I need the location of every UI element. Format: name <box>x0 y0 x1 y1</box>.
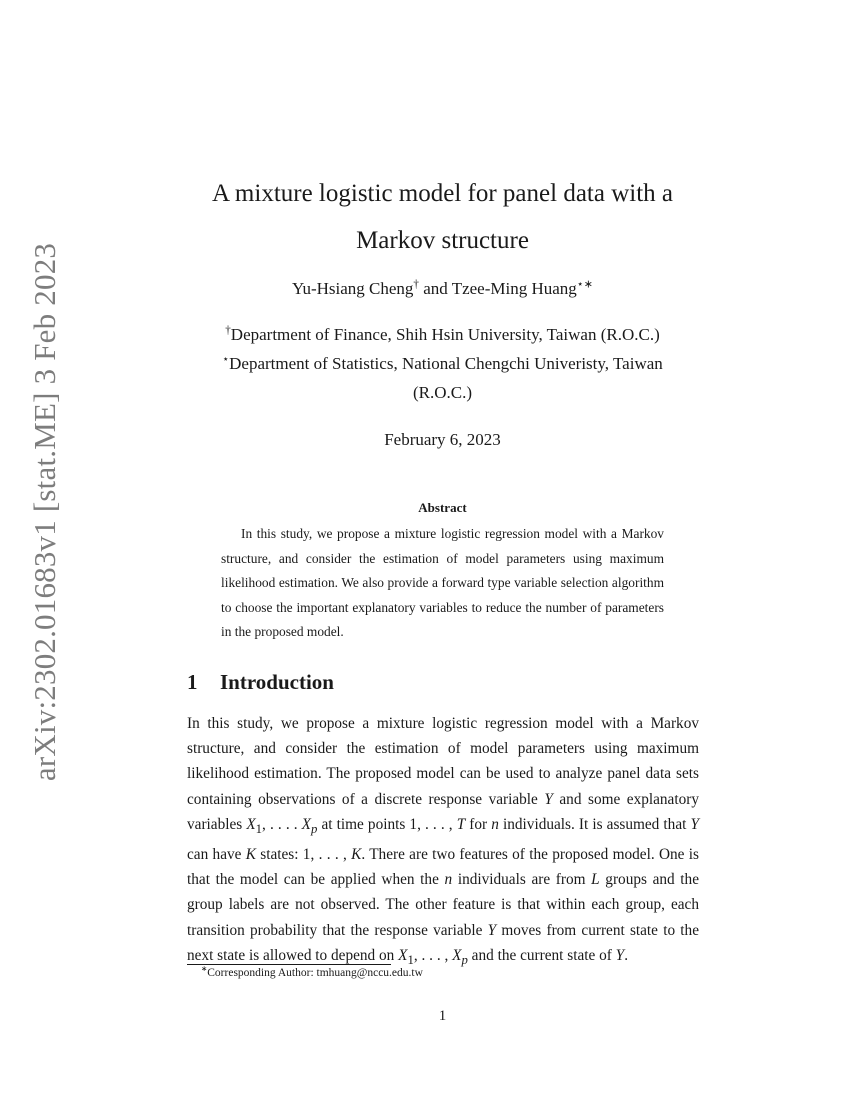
affiliations <box>200 320 685 407</box>
intro-text: can have <box>187 846 246 864</box>
intro-text: moves from current state to the next state is allowed to depend on <box>187 921 699 964</box>
intro-text: . There are two features of the proposed model. One is that the model can be applied when the <box>187 846 699 889</box>
math-var: Y <box>615 946 625 964</box>
affiliation-1-text: Department of Finance, Shih Hsin University, Taiwan (R.O.C.) <box>230 325 660 344</box>
author-2-mark: ⋆∗ <box>576 278 593 291</box>
math-var: L <box>591 871 600 889</box>
math-var: Y <box>544 790 553 808</box>
intro-text: . <box>624 946 629 964</box>
footnote-text: Corresponding Author: tmhuang@nccu.edu.tw <box>207 967 423 979</box>
intro-text: states: 1, . . . , <box>255 846 352 864</box>
math-subscript: 1 <box>255 821 263 836</box>
math-subscript: p <box>461 952 468 967</box>
math-var: n <box>444 871 453 889</box>
footnote-divider <box>187 964 391 965</box>
section-title: Introduction <box>220 670 334 694</box>
intro-text: groups and the group labels are not observed. The other feature is that within each group, each transition probability that the response variable <box>187 871 699 939</box>
math-var: X <box>246 815 256 833</box>
intro-text: and the current state of <box>467 946 616 964</box>
footnote-mark: ∗ <box>201 964 208 974</box>
math-var: X <box>452 946 462 964</box>
arxiv-identifier-stamp: arXiv:2302.01683v1 [stat.ME] 3 Feb 2023 <box>27 242 62 782</box>
author-conjunction: and <box>418 279 452 298</box>
author-1-name: Yu-Hsiang Cheng <box>292 279 414 298</box>
affiliation-1 <box>200 320 685 349</box>
math-var: K <box>351 846 362 864</box>
author-2-name: Tzee-Ming Huang <box>451 279 577 298</box>
abstract-text: In this study, we propose a mixture logistic regression model with a Markov structure, and consider the estimation of model parameters using maximum likelihood estimation. We also provide a forward type variable selection algorithm to choose the important explanatory variables to reduce the number of parameters in the proposed model. <box>221 526 664 639</box>
math-var: Y <box>487 921 497 939</box>
section-heading <box>187 670 334 695</box>
affiliation-1-mark: † <box>225 324 231 337</box>
footnote <box>201 964 423 979</box>
math-var: n <box>491 815 499 833</box>
math-var: X <box>301 815 312 833</box>
page-number: 1 <box>438 1008 447 1024</box>
intro-text: and some explanatory variables <box>187 790 699 833</box>
intro-text: for <box>465 815 492 833</box>
intro-text: , . . . . <box>262 815 302 833</box>
intro-text: individuals are from <box>452 871 592 889</box>
math-var: Y <box>690 815 699 833</box>
math-var: K <box>245 846 256 864</box>
section-number: 1 <box>187 670 198 694</box>
affiliation-2 <box>200 349 685 407</box>
title-line-2: Markov structure <box>356 227 529 254</box>
math-subscript: p <box>311 821 318 836</box>
introduction-paragraph <box>187 711 699 973</box>
title-line-1: A mixture logistic model for panel data with a <box>212 180 673 207</box>
intro-text: individuals. It is assumed that <box>498 815 691 833</box>
intro-text: In this study, we propose a mixture logistic regression model with a Markov structure, and consider the estimation of model parameters using maximum likelihood estimation. The proposed model can be used to analyze panel data sets containing observations of a discrete response variable <box>187 715 699 808</box>
math-var: X <box>398 946 408 964</box>
intro-text: at time points 1, . . . , <box>317 815 457 833</box>
math-var: T <box>456 815 466 833</box>
author-list <box>160 279 725 299</box>
author-1-mark: † <box>413 278 419 291</box>
affiliation-2-text: Department of Statistics, National Chengchi Univeristy, Taiwan (R.O.C.) <box>229 354 663 402</box>
abstract-heading: Abstract <box>418 500 467 515</box>
paper-date: February 6, 2023 <box>384 430 501 449</box>
intro-text: , . . . , <box>413 946 453 964</box>
affiliation-2-mark: ⋆ <box>222 353 230 366</box>
math-subscript: 1 <box>407 952 414 967</box>
paper-title <box>160 170 725 264</box>
